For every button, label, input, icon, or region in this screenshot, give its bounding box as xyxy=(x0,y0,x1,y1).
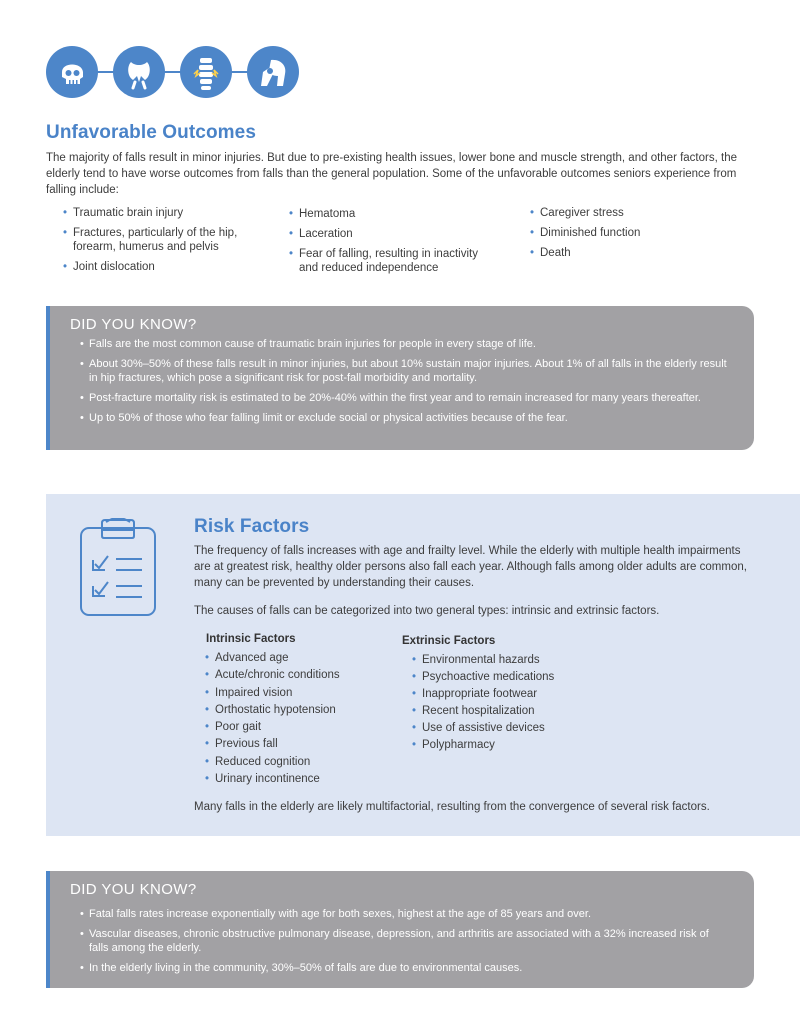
outcomes-title: Unfavorable Outcomes xyxy=(46,122,256,143)
list-item: • In the elderly living in the community, 30%–50% of falls are due to environmental causes. xyxy=(80,961,728,975)
list-item: • Recent hospitalization xyxy=(412,703,612,720)
list-item: • Orthostatic hypotension xyxy=(205,702,385,719)
list-item: • Post-fracture mortality risk is estimated to be 20%-40% within the first year and to remain increased for many years thereafter. xyxy=(80,391,728,405)
checklist-clipboard-icon xyxy=(78,518,158,618)
extrinsic-factors-heading: Extrinsic Factors xyxy=(402,635,496,647)
list-item: • Diminished function xyxy=(530,226,730,240)
list-item: • Caregiver stress xyxy=(530,206,730,220)
list-item: • Death xyxy=(530,246,730,260)
list-item: • Use of assistive devices xyxy=(412,720,612,737)
list-item: • Polypharmacy xyxy=(412,737,612,754)
spine-icon xyxy=(180,46,232,98)
list-item: • Up to 50% of those who fear falling limit or exclude social or physical activities because of the fear. xyxy=(80,411,728,425)
outcomes-list-col1 xyxy=(63,206,263,274)
list-item: • Vascular diseases, chronic obstructive pulmonary disease, depression, and arthritis are associated with a 32% increased risk of falls among the elderly. xyxy=(80,927,728,955)
list-item: • Psychoactive medications xyxy=(412,669,612,686)
intrinsic-factors-list xyxy=(205,650,385,788)
callout-title: DID YOU KNOW? xyxy=(70,881,197,898)
header-icon-row xyxy=(46,46,300,98)
list-item: • Previous fall xyxy=(205,736,385,753)
risk-factors-title: Risk Factors xyxy=(194,516,310,537)
list-item: • Poor gait xyxy=(205,719,385,736)
outcomes-intro: The majority of falls result in minor injuries. But due to pre-existing health issues, lower bone and muscle strength, and other factors, the elderly tend to have worse outcomes from falls than the general population. Some of the unfavorable outcomes seniors experience from falling include: xyxy=(46,152,737,196)
callout-title: DID YOU KNOW? xyxy=(70,316,197,333)
did-you-know-callout-1 xyxy=(46,306,754,450)
list-item: • Fractures, particularly of the hip, forearm, humerus and pelvis xyxy=(63,226,263,254)
risk-factors-intro: The frequency of falls increases with age and frailty level. While the elderly with multiple health impairments are at greatest risk, healthy older persons also fall each year. Although falls among older adults are common, many can be prevented by understanding their causes. xyxy=(194,545,747,589)
intrinsic-factors-heading: Intrinsic Factors xyxy=(206,633,296,645)
list-item: • Inappropriate footwear xyxy=(412,686,612,703)
outcomes-list-col3 xyxy=(530,206,730,260)
extrinsic-factors-list xyxy=(412,652,612,754)
hip-bone-icon xyxy=(113,46,165,98)
list-item: • Environmental hazards xyxy=(412,652,612,669)
list-item: • Advanced age xyxy=(205,650,385,667)
list-item: • Traumatic brain injury xyxy=(63,206,263,220)
list-item: • Laceration xyxy=(289,227,499,241)
list-item: • About 30%–50% of these falls result in minor injuries, but about 10% sustain major injuries. About 1% of all falls in the elderly result in hip fractures, which pose a significant risk for post-fall morbidity and mortality. xyxy=(80,357,728,385)
list-item: • Hematoma xyxy=(289,207,499,221)
list-item: • Fear of falling, resulting in inactivity and reduced independence xyxy=(289,247,499,275)
list-item: • Acute/chronic conditions xyxy=(205,667,385,684)
risk-factors-types: The causes of falls can be categorized into two general types: intrinsic and extrinsic factors. xyxy=(194,605,660,617)
outcomes-list-col2 xyxy=(289,207,499,275)
callout-list xyxy=(80,337,728,425)
list-item: • Urinary incontinence xyxy=(205,771,385,788)
did-you-know-callout-2 xyxy=(46,871,754,988)
list-item: • Joint dislocation xyxy=(63,260,263,274)
risk-factors-closing: Many falls in the elderly are likely multifactorial, resulting from the convergence of several risk factors. xyxy=(194,801,710,813)
list-item: • Impaired vision xyxy=(205,685,385,702)
list-item: • Reduced cognition xyxy=(205,754,385,771)
skull-icon xyxy=(46,46,98,98)
callout-list xyxy=(80,907,728,975)
list-item: • Fatal falls rates increase exponentially with age for both sexes, highest at the age of 85 years and over. xyxy=(80,907,728,921)
shoulder-joint-icon xyxy=(247,46,299,98)
list-item: • Falls are the most common cause of traumatic brain injuries for people in every stage of life. xyxy=(80,337,728,351)
